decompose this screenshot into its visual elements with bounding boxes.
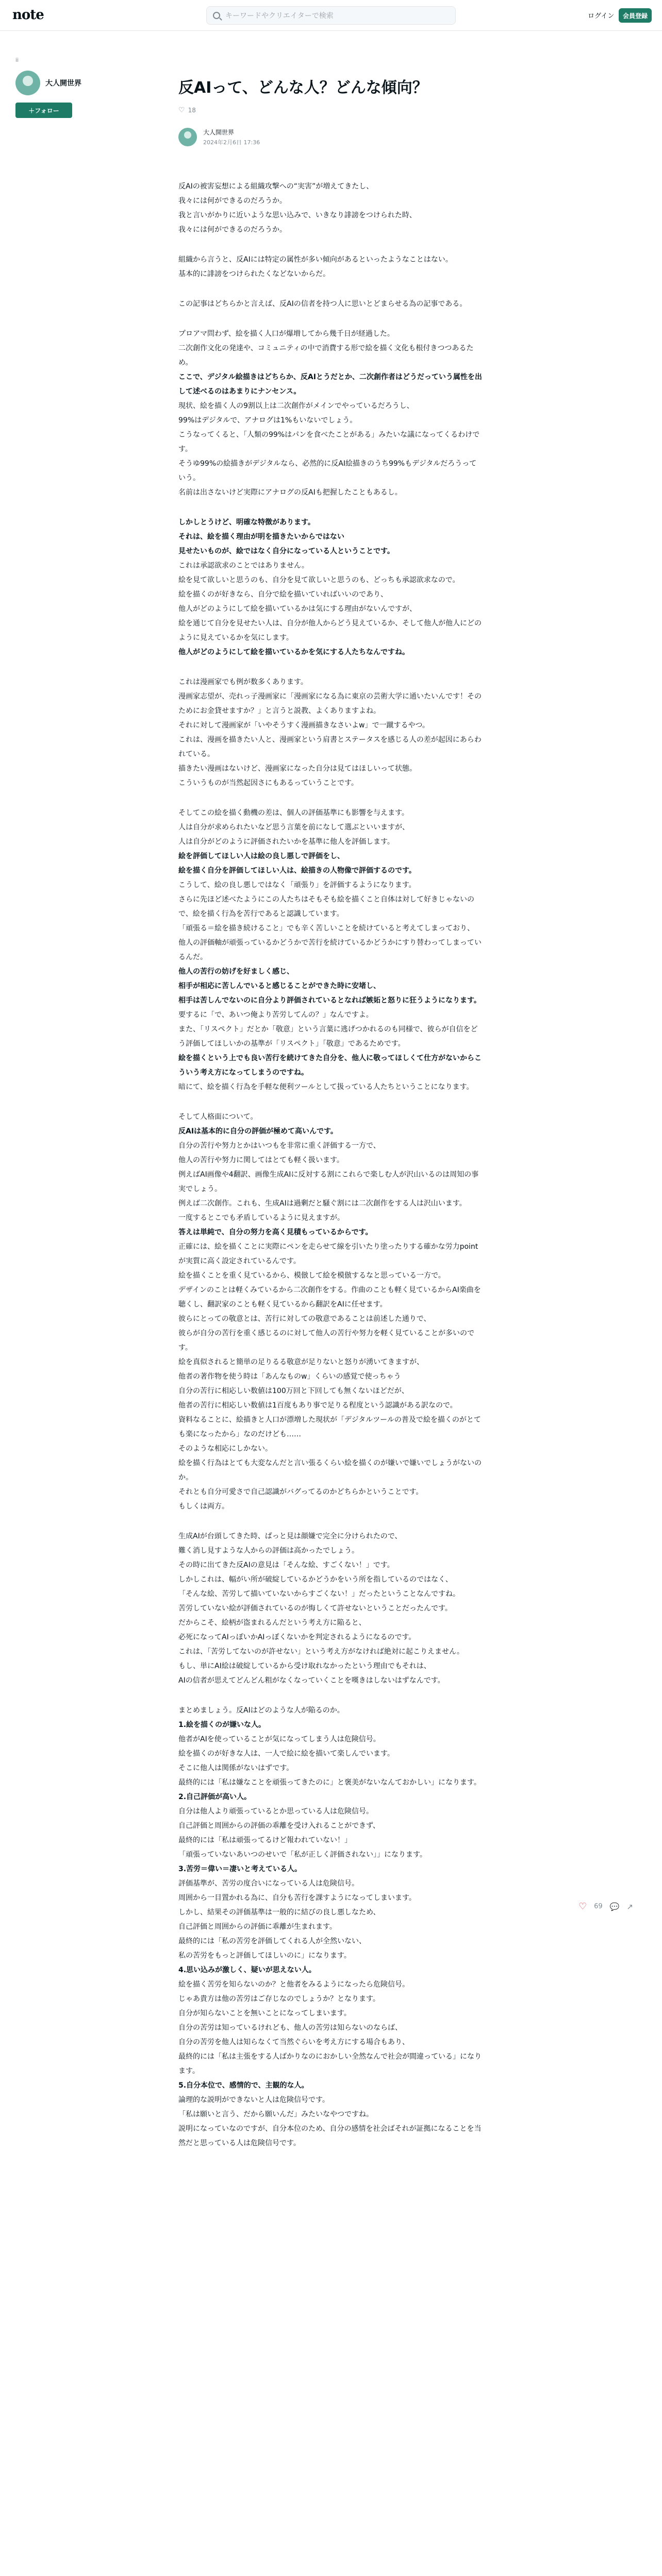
floating-actions	[578, 1901, 633, 1912]
floating-like-count: 69	[594, 1903, 603, 1910]
paragraph-line: 彼らが自分の苦行を重く感じるのに対して他人の苦行や努力を軽く見ていることが多いのです。	[178, 1329, 474, 1352]
paragraph-line: これは漫画家でも例が数多くあります。	[178, 678, 308, 686]
paragraph-line: 他者がAIを使っていることが気になってしまう人は危険信号。	[178, 1735, 380, 1743]
paragraph-line: 論理的な説明ができないと人は危険信号です。	[178, 2096, 329, 2104]
paragraph-line: 最終的には「私は主張をする人ばかりなのにおかしい全然なんで社会が間違っている」になります。	[178, 2053, 482, 2075]
paragraph-line: 絵を描くことを重く見ているから、模倣して絵を模倣するなと思っている一方で。	[178, 1272, 445, 1280]
sidebar-user[interactable]	[15, 71, 108, 95]
paragraph-line: 最終的には「私は嫌なことを頑張ってきたのに」と褒美がないなんておかしい」になります。	[178, 1778, 481, 1787]
paragraph-line: 絵を描く自分を評価してほしい人は、絵描きの人物像で評価するのです。	[178, 867, 416, 875]
paragraph-line: さらに先ほど述べたようにこの人たちはそもそも絵を描くこと自体は対して好きじゃないので、絵を描く行為を苦行であると認識しています。	[178, 895, 474, 918]
paragraph-line: 私の苦労をもっと評価してほしいのに」になります。	[178, 1952, 351, 1960]
paragraph-line: 例えばAI画像や4翻訳、画像生成AIに反対する割にこれらで楽しむ人が沢山いるのは周知の事実でしょう。	[178, 1171, 479, 1193]
paragraph-line: それとも自分可愛さで自己認識がバグってるのかどちらかということです。	[178, 1488, 423, 1496]
magazine-sidebar	[15, 57, 108, 118]
paragraph-line: また、「リスペクト」だとか「敬意」という言葉に逃げつかれるのも同様で、彼らが自信をどう評価してほしいかの基準が「リスペクト」「敬意」であるためです。	[178, 1025, 478, 1048]
paragraph-line: 自分が知らないことを無いことになってしまいます。	[178, 2009, 351, 2018]
paragraph-line: 組織から言うと、反AIには特定の属性が多い傾向があるといったようなことはない。	[178, 256, 453, 264]
paragraph-line: 絵を描くのが好きな人は、一人で絵に絵を描いて楽しんでいます。	[178, 1750, 394, 1758]
article-paragraph	[178, 515, 484, 659]
paragraph-line: 答えは単純で、自分の努力を高く見積もっているからです。	[178, 1228, 373, 1236]
paragraph-line: 他人の苦行や努力に関してはとても軽く扱います。	[178, 1156, 344, 1164]
paragraph-line: 正確には、絵を描くことに実際にペンを走らせて線を引いたり塗ったりする確かな労力pointが実質に高く設定されているんです。	[178, 1243, 478, 1265]
paragraph-line: こうして、絵の良し悪しではなく「頑張り」を評価するようになります。	[178, 881, 416, 889]
avatar[interactable]	[15, 71, 40, 95]
paragraph-line: じゃあ貴方は他の苦労はご存じなのでしょうか？となります。	[178, 1995, 380, 2003]
paragraph-line: 二次創作文化の発達や、コミュニティの中で消費する形で絵を描く文化も根付きつつあるため。	[178, 344, 474, 367]
like-count: 18	[188, 107, 196, 114]
article-body	[178, 179, 484, 2150]
paragraph-line: 難く消し見すような人からの評価は高かったでしょう。	[178, 1547, 359, 1555]
paragraph-line: もしくは両方。	[178, 1502, 229, 1511]
paragraph-line: 人は自分がどのように評価されたいかを基準に他人を評価します。	[178, 838, 394, 846]
search-placeholder: キーワードやクリエイターで検索	[225, 12, 334, 20]
article-paragraph	[178, 806, 484, 1094]
paragraph-line: そして人格面について。	[178, 1113, 258, 1121]
paragraph-line: 「頑張っていないあいつのせいで「私が正しく評価されない」」になります。	[178, 1851, 427, 1859]
comment-icon[interactable]: 💬	[609, 1902, 620, 1911]
paragraph-line: こういうものが当然起因さにもあるっていうことです。	[178, 779, 358, 787]
note-logo[interactable]: note	[12, 7, 44, 23]
paragraph-line: ここで、デジタル絵描きはどちらか、反AIとうだとか、二次創作者はどうだっていう属性を出して述べるのはあまりにナンセンス。	[178, 373, 482, 396]
paragraph-line: 最終的には「私の苦労を評価してくれる人が全然いない、	[178, 1937, 366, 1945]
paragraph-line: 他人の苦行の妨げを好ましく感じ、	[178, 968, 294, 976]
paragraph-line: 「そんな絵、苦労して描いていないからすごくない！」だったということなんですね。	[178, 1590, 460, 1598]
article-paragraph	[178, 1110, 484, 1514]
share-icon[interactable]: ↗	[626, 1902, 633, 1911]
paragraph-line: 絵を見て欲しいと思うのも、自分を見て欲しいと思うのも、どっちも承認欲求なので。	[178, 576, 460, 584]
paragraph-line: 自分は他人より頑張っているとか思っている人は危険信号。	[178, 1807, 373, 1816]
paragraph-line: 反AIは基本的に自分の評価が極めて高いんです。	[178, 1127, 338, 1136]
paragraph-line: 絵を描くという上でも良い苦行を続けてきた自分を、他人に敬ってほしくて仕方がないからこういう考え方になってしまうのですね。	[178, 1054, 482, 1077]
article-paragraph	[178, 252, 484, 281]
magazine-label: ii	[15, 57, 19, 63]
paragraph-line: 生成AIが台頭してきた時、ぱっと見は顔嫌で完全に分けられたので、	[178, 1532, 402, 1540]
paragraph-line: 彼らにとっての敬意とは、苦行に対しての敬意であることは前述した通りで、	[178, 1315, 431, 1323]
paragraph-line: 暗にて、絵を描く行為を手軽な便利ツールとして扱っている人たちということになります。	[178, 1083, 474, 1091]
paragraph-line: 基本的に誹謗をつけられたくなどないからだ。	[178, 270, 330, 278]
paragraph-line: こうなってくると、「人類の99%はパンを食べたことがある」みたいな議になってくるわけです。	[178, 431, 480, 453]
paragraph-line: 他者の著作物を使う時は「あんなものw」くらいの感覚で使っちゃう	[178, 1372, 401, 1381]
paragraph-line: 絵を描く苦労を知らないのか？と他者をみるようになったら危険信号。	[178, 1980, 409, 1989]
paragraph-line: 他人がどのようにして絵を描いているかは気にする理由がないんですが、	[178, 605, 417, 613]
paragraph-line: もし、単にAI絵は破綻しているから受け取れなかったという理由でもそれは、	[178, 1662, 431, 1670]
paragraph-line: 必死になってAIっぽいかAIっぽくないかを判定されるようになるのです。	[178, 1633, 416, 1641]
paragraph-line: そしてこの絵を描く動機の差は、個人の評価基準にも影響を与えます。	[178, 809, 409, 817]
paragraph-line: 要するに「で、あいつ俺より苦労してんの？」なんですよ。	[178, 1011, 373, 1019]
article-paragraph	[178, 1703, 484, 2150]
paragraph-line: 名前は出さないけど実際にアナログの反AIも把握したこともあるし。	[178, 488, 402, 497]
paragraph-line: 人は自分が求められたいなど思う言葉を前になして選ぶといいますが、	[178, 823, 409, 832]
article-paragraph	[178, 297, 484, 311]
article-meta	[178, 106, 484, 114]
login-link[interactable]: ログイン	[588, 12, 615, 20]
paragraph-line: AIの信者が思えてどんどん粗がなくなっていくことを嘆きはしないはずなんです。	[178, 1676, 445, 1685]
article-paragraph	[178, 675, 484, 790]
paragraph-line: 自分の苦行に相応しい数値は100万回と下回しても無くないほどだが、	[178, 1387, 409, 1395]
paragraph-line: 他者の苦行に相応しい数値は1百度もあり事で足りる程度という認識がある訳なので。	[178, 1401, 457, 1410]
paragraph-line: 絵を描く行為はとても大変なんだと言い張るくらい絵を描くのが嫌いで嫌いでしょうがないのか。	[178, 1459, 482, 1482]
author-block[interactable]	[178, 128, 484, 146]
paragraph-line: 絵を描くのが好きなら、自分で絵を描いていればいいのであり、	[178, 590, 388, 599]
site-header	[0, 0, 662, 31]
paragraph-line: 絵を評価してほしい人は絵の良し悪しで評価をし、	[178, 852, 344, 860]
article-paragraph	[178, 179, 484, 237]
paragraph-line: 最終的には「私は頑張ってるけど報われていない！」	[178, 1836, 352, 1844]
sidebar-user-name[interactable]: 大人開世界	[45, 79, 81, 88]
paragraph-line: デザインのことは軽くみているから二次創作をする。作曲のことも軽く見ているからAI楽曲を聴くし、翻訳家のことも軽く見ているから翻訳をAIに任せます。	[178, 1286, 481, 1309]
author-name[interactable]: 大人開世界	[203, 129, 235, 136]
paragraph-line: 現状、絵を描く人の9割以上は二次創作がメインでやっているだろうし、	[178, 402, 414, 410]
paragraph-line: 例えば二次創作。これも、生成AIは過剰だと騒ぐ割には二次創作をする人は沢山います。	[178, 1199, 467, 1208]
paragraph-line: 我々には何ができるのだろうか。	[178, 197, 287, 205]
paragraph-line: そこに他人は関係がないはずです。	[178, 1764, 294, 1772]
paragraph-line: その時に出てきた反AIの意見は「そんな絵、すごくない！」です。	[178, 1561, 394, 1569]
paragraph-line: 「私は願いと言う、だから願いんだ」みたいなやつですね。	[178, 2110, 373, 2119]
paragraph-line: 一度するとこでも矛盾しているように見えますが。	[178, 1214, 344, 1222]
follow-button[interactable]: ＋フォロー	[15, 103, 72, 118]
paragraph-line: 評価基準が、苦労の度合いになっている人は危険信号。	[178, 1879, 359, 1888]
paragraph-line: しかしこれは、幅がい所が破綻しているかどうかをいう所を指しているのではなく、	[178, 1575, 453, 1584]
paragraph-line: 2.自己評価が高い人。	[178, 1793, 252, 1801]
paragraph-line: 苦労していない絵が評価されているのが悔しくて許せないということだったんです。	[178, 1604, 452, 1613]
paragraph-line: 見せたいものが、絵ではなく自分になっている人ということです。	[178, 547, 394, 555]
paragraph-line: 反AIの被害妄想による組織攻撃への“実害”が増えてきたし、	[178, 182, 374, 191]
article-paragraph	[178, 327, 484, 500]
paragraph-line: 自分の苦行や努力とかはいつもを非常に重く評価する一方で、	[178, 1142, 380, 1150]
author-avatar[interactable]	[178, 128, 197, 146]
paragraph-line: しかし、結果その評価基準は一般的に結びの良し悪しなため、	[178, 1908, 380, 1917]
paragraph-line: 他人がどのようにして絵を描いているかを気にする人たちなんですね。	[178, 648, 409, 656]
paragraph-line: 自己評価と周囲からの評価に乖離が生まれます。	[178, 1923, 337, 1931]
paragraph-line: 99%はデジタルで、アナログは1%もいないでしょう。	[178, 416, 357, 425]
paragraph-line: 絵を真似されると簡単の足りるる敬意が足りないと怒りが湧いてきますが、	[178, 1358, 424, 1366]
paragraph-line: 我々には何ができるのだろうか。	[178, 226, 287, 234]
search-box[interactable]	[206, 6, 456, 25]
paragraph-line: まとめましょう。反AIはどのような人が陥るのか。	[178, 1706, 344, 1715]
paragraph-line: この記事はどちらかと言えば、反AIの信者を持つ人に思いとどまらせる為の記事である。	[178, 300, 467, 308]
paragraph-line: だからこそ、絵柄が盗まれるんだという考え方に陥ると、	[178, 1619, 366, 1627]
paragraph-line: プロアマ問わず、絵を描く人口が爆増してから幾千日が経過した。	[178, 330, 394, 338]
paragraph-line: 自己評価と周囲からの評価の乖離を受け入れることができず、	[178, 1822, 380, 1830]
paragraph-line: 相手は苦しんでないのに自分より評価されているとなれば嫉妬と怒りに狂うようになります。	[178, 996, 481, 1005]
paragraph-line: 我と言いがかりに近いような思い込みで、いきなり誹謗をつけられた時、	[178, 211, 417, 219]
post-date: 2024年2月6日 17:36	[203, 139, 260, 146]
paragraph-line: 相手が相応に苦しんでいると感じることができた時に安堵し、	[178, 982, 380, 990]
paragraph-line: 漫画家志望が、売れっ子漫画家に「漫画家になる為に東京の芸術大学に通いたいんです！そのためにお金貸せますか？」と言うと説教、よくありますよね。	[178, 692, 482, 715]
article-title: 反AIって、どんな人？どんな傾向？	[178, 79, 428, 97]
paragraph-line: これは承認欲求のことではありません。	[178, 562, 309, 570]
paragraph-line: そうゆ99%の絵描きがデジタルなら、必然的に反AI絵描きのうち99%もデジタルだろうっていう。	[178, 460, 477, 482]
paragraph-line: 3.苦労＝偉い＝凄いと考えている人。	[178, 1865, 302, 1873]
paragraph-line: 5.自分本位で、感情的で、主観的な人。	[178, 2081, 309, 2090]
paragraph-line: それは、絵を描く理由が明を描きたいからではない	[178, 533, 344, 541]
article-paragraph	[178, 1529, 484, 1688]
paragraph-line: これは、「苦労してないのが許せない」という考え方がなければ絶対に起こりえません。	[178, 1648, 464, 1656]
paragraph-line: それに対して漫画家が「いやそうすく漫画描きなさいよw」で一蹴するやつ。	[178, 721, 429, 730]
paragraph-line: 「頑張る＝絵を描き続けること」でも辛く苦しいことを続けていると考えてしまっており、	[178, 924, 474, 933]
paragraph-line: 1.絵を描くのが嫌いな人。	[178, 1721, 266, 1729]
paragraph-line: 自分の苦労は知っているけれども、他人の苦労は知らないのならば、	[178, 2024, 402, 2032]
signup-button[interactable]: 会員登録	[619, 8, 652, 23]
heart-icon[interactable]: ♡	[178, 106, 185, 114]
paragraph-line: これは、漫画を描きたい人と、漫画家という肩書とステータスを感じる人の差が起因にあらわれている。	[178, 736, 482, 758]
article	[178, 77, 484, 2166]
search-icon	[213, 12, 220, 19]
paragraph-line: 絵を通じて自分を見せたい人は、自分が他人からどう見えているか、そして他人が他人にどのように見えているかを気にします。	[178, 619, 482, 642]
paragraph-line: 他人の評価軸が頑張っているかどうかで苦行を続けているかどうかにすり替わってしまっているんだ。	[178, 939, 482, 961]
heart-icon[interactable]: ♡	[578, 1901, 587, 1912]
paragraph-line: しかしとうけど、明確な特徴があります。	[178, 518, 315, 527]
paragraph-line: 描きたい漫画はないけど、漫画家になった自分は見てはほしいって状態。	[178, 765, 417, 773]
paragraph-line: 4.思い込みが激しく、疑いが思えない人。	[178, 1966, 316, 1974]
paragraph-line: 自分の苦労を他人は知らなくて当然ぐらいを考え方にする場合もあり、	[178, 2038, 409, 2046]
paragraph-line: そのような相応にしかない。	[178, 1445, 272, 1453]
paragraph-line: 説明になっていなのですが、自分本位のため、自分の感情を社会ばそれが証拠になることを当然だと思っている人は危険信号です。	[178, 2125, 482, 2147]
paragraph-line: 周囲から一目置かれる為に、自分も苦行を課すようになってしまいます。	[178, 1894, 416, 1902]
paragraph-line: 資料なることに、絵描きと人口が漂増した現状が「デジタルツールの普及で絵を描くのがとても楽になったから」なのだけども……	[178, 1416, 481, 1438]
